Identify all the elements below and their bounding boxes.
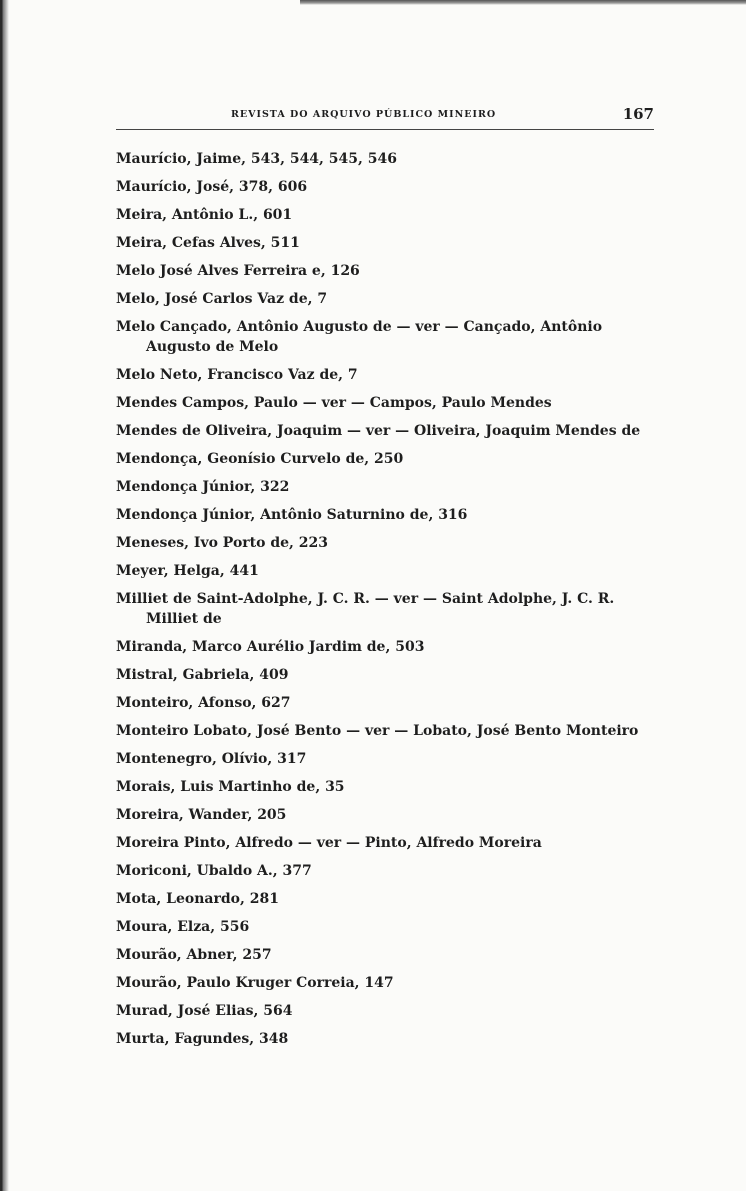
index-entry: Maurício, Jaime, 543, 544, 545, 546 [116, 151, 397, 167]
index-entry: Moriconi, Ubaldo A., 377 [116, 863, 312, 879]
index-entry: Moura, Elza, 556 [116, 919, 250, 935]
index-entry: Moreira, Wander, 205 [116, 807, 287, 823]
index-entry: Meira, Cefas Alves, 511 [116, 235, 300, 251]
index-entry: Miranda, Marco Aurélio Jardim de, 503 [116, 639, 425, 655]
index-entry: Melo Cançado, Antônio Augusto de — ver — Cançado, Antônio Augusto de Melo [116, 319, 603, 355]
index-entry: Mendonça Júnior, Antônio Saturnino de, 316 [116, 507, 468, 523]
index-entry: Murad, José Elias, 564 [116, 1003, 293, 1019]
index-entry: Mota, Leonardo, 281 [116, 891, 279, 907]
index-entry: Meira, Antônio L., 601 [116, 207, 293, 223]
index-entry: Mendes Campos, Paulo — ver — Campos, Paulo Mendes [116, 395, 552, 411]
index-entry: Mourão, Paulo Kruger Correia, 147 [116, 975, 394, 991]
index-entry: Melo José Alves Ferreira e, 126 [116, 263, 360, 279]
index-entry: Monteiro Lobato, José Bento — ver — Lobato, José Bento Monteiro [116, 723, 639, 739]
index-entry: Mendonça, Geonísio Curvelo de, 250 [116, 451, 404, 467]
index-entry: Montenegro, Olívio, 317 [116, 751, 307, 767]
index-entry: Mendes de Oliveira, Joaquim — ver — Oliveira, Joaquim Mendes de [116, 423, 641, 439]
index-entry: Meneses, Ivo Porto de, 223 [116, 535, 329, 551]
index-entry: Mourão, Abner, 257 [116, 947, 272, 963]
index-list [116, 145, 656, 1053]
binding-edge [0, 0, 10, 1191]
running-title: REVISTA DO ARQUIVO PÚBLICO MINEIRO [231, 109, 497, 120]
index-entry: Mistral, Gabriela, 409 [116, 667, 289, 683]
index-entry: Meyer, Helga, 441 [116, 563, 259, 579]
page-number: 167 [622, 105, 654, 123]
index-entry: Mendonça Júnior, 322 [116, 479, 290, 495]
index-entry: Monteiro, Afonso, 627 [116, 695, 291, 711]
page-top-edge [300, 0, 746, 5]
index-entry: Melo, José Carlos Vaz de, 7 [116, 291, 328, 307]
running-header [116, 105, 654, 130]
index-entry: Morais, Luis Martinho de, 35 [116, 779, 345, 795]
index-entry: Milliet de Saint-Adolphe, J. C. R. — ver — Saint Adolphe, J. C. R. Milliet de [116, 591, 615, 627]
index-entry: Murta, Fagundes, 348 [116, 1031, 289, 1047]
index-entry: Maurício, José, 378, 606 [116, 179, 308, 195]
index-entry: Melo Neto, Francisco Vaz de, 7 [116, 367, 358, 383]
index-entry: Moreira Pinto, Alfredo — ver — Pinto, Alfredo Moreira [116, 835, 542, 851]
